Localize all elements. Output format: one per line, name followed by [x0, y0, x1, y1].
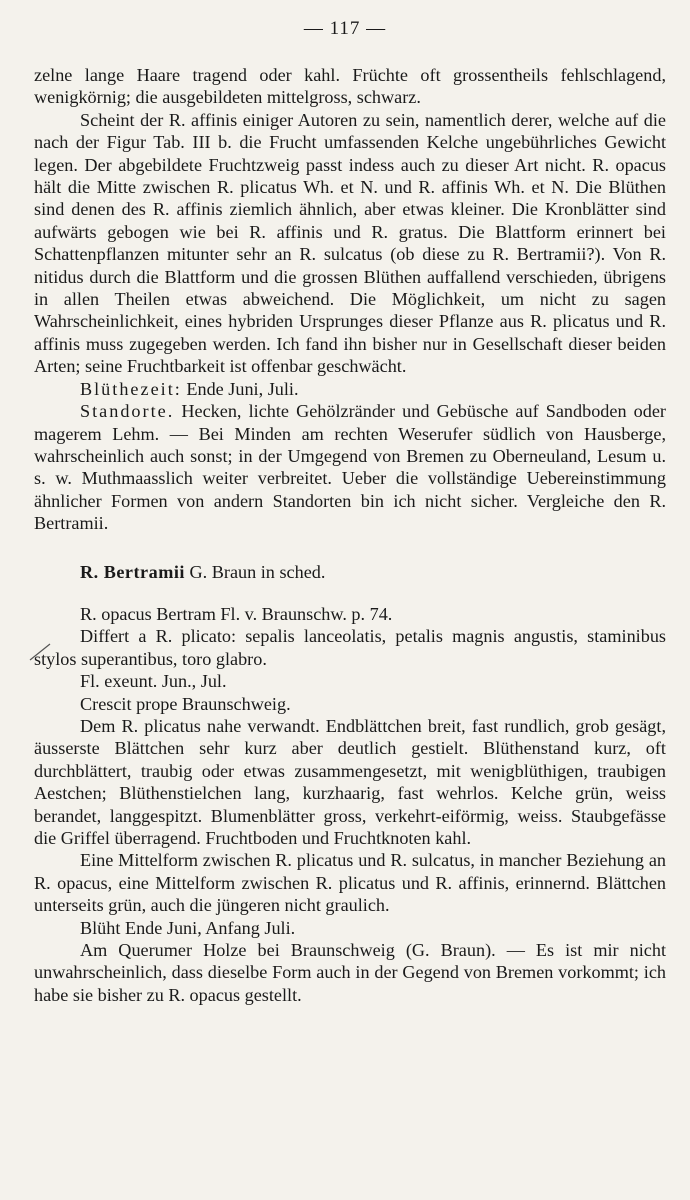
- paragraph-continuation: zelne lange Haare tragend oder kahl. Früchte oft grossentheils fehlschlagend, wenigkörnig; die ausgebildeten mittelgross, schwarz.: [34, 65, 666, 108]
- paragraph-latin-locality: Crescit prope Braunschweig.: [80, 693, 291, 714]
- page-number: — 117 —: [303, 18, 387, 39]
- species-heading: [34, 561, 666, 583]
- species-author: G. Braun in sched.: [184, 561, 326, 582]
- paragraph-flowering-time: [34, 378, 666, 400]
- paragraph-latin-diagnosis: Differt a R. plicato: sepalis lanceolatis, petalis magnis angustis, staminibus stylos superantibus, toro glabro.: [34, 626, 666, 669]
- localities-label: Standorte.: [80, 401, 175, 422]
- localities-text: Hecken, lichte Gehölzränder und Gebüsche auf Sandboden oder magerem Lehm. — Bei Minden am rechten Weserufer südlich von Hausberge, wahrscheinlich auch sonst; in der Umgegend von Bremen zu Oberneuland, Lesum u. s. w. Muthmaasslich weiter verbreitet. Ueber die vollständige Uebereinstimmung ähnlicher Formen von andern Standorten bin ich nicht sicher. Vergleiche den R. Bertramii.: [34, 401, 666, 534]
- paragraph-locality: Am Querumer Holze bei Braunschweig (G. Braun). — Es ist mir nicht unwahrscheinlich, dass dieselbe Form auch in der Gegend von Bremen vorkommt; ich habe sie bisher zu R. opacus gestellt.: [34, 940, 666, 1005]
- species-name: R. Bertramii: [80, 561, 185, 582]
- paragraph-flowering: Blüht Ende Juni, Anfang Juli.: [80, 917, 296, 938]
- paragraph-localities: [34, 400, 666, 534]
- flowering-time-text: Ende Juni, Juli.: [181, 378, 299, 399]
- paragraph-latin-flowering: Fl. exeunt. Jun., Jul.: [80, 671, 227, 692]
- paragraph-synonym: R. opacus Bertram Fl. v. Braunschw. p. 74.: [80, 603, 393, 624]
- paragraph-discussion: Scheint der R. affinis einiger Autoren zu sein, namentlich derer, welche auf die nach der Figur Tab. III b. die Frucht umfassenden Kelche ungebührliches Gewicht legen. Der abgebildete Fruchtzweig passt indess auch zu dieser Art nicht. R. opacus hält die Mitte zwischen R. plicatus Wh. et N. und R. affinis Wh. et N. Die Blüthen sind denen des R. affinis ziemlich ähnlich, aber etwas kleiner. Die Kronblätter sind aufwärts gebogen wie bei R. affinis und R. gratus. Die Blattform erinnert bei Schattenpflanzen mitunter sehr an R. sulcatus (ob diese zu R. Bertramii?). Von R. nitidus durch die Blattform und die grossen Blüthen auffallend verschieden, übrigens in allen Theilen etwas abweichend. Die Möglichkeit, um nicht zu sagen Wahrscheinlichkeit, eines hybriden Ursprunges dieser Pflanze aus R. plicatus und R. affinis muss zugegeben werden. Ich fand ihn bisher nur in Gesellschaft dieser beiden Arten; seine Fruchtbarkeit ist offenbar geschwächt.: [34, 109, 666, 377]
- paragraph-description: Dem R. plicatus nahe verwandt. Endblättchen breit, fast rundlich, grob gesägt, äusserste Blättchen sehr kurz aber deutlich gestielt. Blüthenstand kurz, oft durchblättert, traubig oder etwas zusammengesetzt, mit wenigblüthigen, traubigen Aestchen; Blüthenstielchen lang, kurzhaarig, fast wehrlos. Kelche grün, weiss berandet, langgespitzt. Blumenblätter gross, verkehrt-eiförmig, weiss. Staubgefässe die Griffel überragend. Fruchtboden und Fruchtknoten kahl.: [34, 715, 666, 848]
- flowering-time-label: Blüthezeit:: [80, 378, 182, 399]
- body-text: [34, 64, 666, 1006]
- paragraph-comparison: Eine Mittelform zwischen R. plicatus und R. sulcatus, in mancher Beziehung an R. opacus, eine Mittelform zwischen R. plicatus und R. affinis, erinnernd. Blättchen unterseits grün, auch die jüngeren nicht graulich.: [34, 850, 666, 916]
